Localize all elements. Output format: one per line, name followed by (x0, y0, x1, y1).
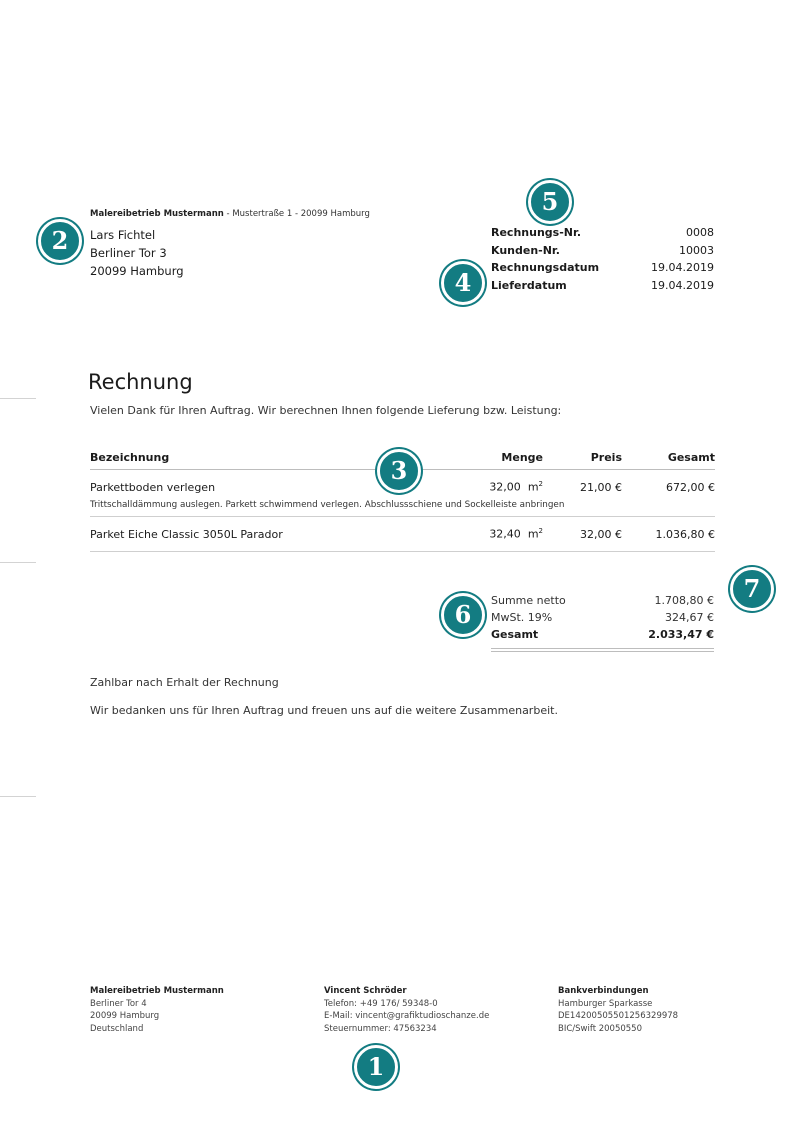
number-badge-4: 4 (441, 261, 485, 305)
totals-vat-label: MwSt. 19% (491, 611, 553, 624)
meta-row-customer-number (491, 242, 714, 260)
item-price: 21,00 € (580, 480, 622, 494)
payment-terms: Zahlbar nach Erhalt der Rechnung (90, 676, 279, 689)
item-total: 672,00 € (666, 480, 715, 494)
footer-line: Deutschland (90, 1023, 144, 1034)
meta-label: Rechnungsdatum (491, 261, 600, 274)
item-total: 1.036,80 € (655, 527, 715, 541)
header-price: Preis (590, 451, 622, 464)
header-quantity: Menge (501, 451, 543, 464)
sender-company: Malereibetrieb Mustermann (90, 209, 224, 219)
fold-mark-top (0, 398, 36, 399)
recipient-name: Lars Fichtel (90, 228, 156, 242)
number-badge-3: 3 (377, 449, 421, 493)
totals-vat (491, 609, 714, 626)
totals-double-rule (491, 648, 714, 652)
footer-line: Hamburger Sparkasse (558, 998, 653, 1009)
item-description: Parkettboden verlegen (90, 480, 216, 494)
header-total: Gesamt (667, 451, 715, 464)
footer-company-heading: Malereibetrieb Mustermann (90, 986, 224, 996)
footer-contact (324, 985, 489, 1035)
sender-address: - Mustertraße 1 - 20099 Hamburg (223, 209, 370, 219)
item-price: 32,00 € (580, 527, 622, 541)
meta-value: 0008 (686, 226, 714, 239)
table-row (90, 517, 715, 552)
item-note: Trittschalldämmung auslegen. Parkett schwimmend verlegen. Abschlussschiene und Sockelleiste anbringen (90, 494, 715, 517)
item-quantity: 32,40 $m^2$ (489, 527, 543, 541)
totals-gross-label: Gesamt (491, 628, 539, 641)
totals-gross (491, 626, 714, 643)
footer-line: DE14200505501256329978 (558, 1011, 679, 1021)
fold-mark-bottom (0, 796, 36, 797)
footer-line: Telefon: +49 176/ 59348-0 (324, 998, 438, 1009)
number-badge-5: 5 (528, 180, 572, 224)
number-badge-1: 1 (354, 1045, 398, 1089)
intro-text: Vielen Dank für Ihren Auftrag. Wir berechnen Ihnen folgende Lieferung bzw. Leistung: (90, 404, 562, 417)
meta-label: Lieferdatum (491, 278, 567, 292)
recipient-city: 20099 Hamburg (90, 264, 184, 278)
recipient-address (90, 226, 184, 280)
number-badge-2: 2 (38, 219, 82, 263)
meta-value: 10003 (679, 243, 714, 257)
footer-line: E-Mail: vincent@grafiktudioschanze.de (324, 1011, 490, 1021)
header-description: Bezeichnung (90, 451, 170, 464)
number-badge-7: 7 (730, 567, 774, 611)
totals-net-value: 1.708,80 € (654, 594, 714, 607)
item-description: Parket Eiche Classic 3050L Parador (90, 527, 283, 541)
invoice-meta (491, 224, 714, 294)
footer-bank-heading: Bankverbindungen (558, 986, 649, 996)
totals-net (491, 592, 714, 609)
recipient-street: Berliner Tor 3 (90, 246, 167, 260)
meta-value: 19.04.2019 (651, 261, 714, 274)
footer-contact-heading: Vincent Schröder (324, 986, 407, 996)
totals-gross-value: 2.033,47 € (648, 628, 714, 641)
item-quantity: 32,00 $m^2$ (489, 480, 543, 494)
meta-value: 19.04.2019 (651, 278, 714, 292)
totals-net-label: Summe netto (491, 594, 566, 607)
totals-vat-value: 324,67 € (665, 611, 714, 624)
sender-address-line (90, 209, 370, 219)
closing-thanks: Wir bedanken uns für Ihren Auftrag und freuen uns auf die weitere Zusammenarbeit. (90, 704, 558, 717)
footer-line: BIC/Swift 20050550 (558, 1023, 642, 1034)
document-title: Rechnung (88, 370, 193, 394)
fold-mark-middle (0, 562, 36, 563)
meta-label: Kunden-Nr. (491, 243, 560, 257)
footer-bank (558, 985, 678, 1035)
meta-label: Rechnungs-Nr. (491, 226, 582, 239)
footer-line: Steuernummer: 47563234 (324, 1023, 437, 1034)
meta-row-delivery-date (491, 277, 714, 295)
totals-block (491, 592, 714, 652)
number-badge-6: 6 (441, 593, 485, 637)
footer-line: Berliner Tor 4 (90, 998, 147, 1009)
footer-line: 20099 Hamburg (90, 1011, 160, 1021)
meta-row-invoice-number (491, 224, 714, 242)
meta-row-invoice-date (491, 259, 714, 277)
footer-company (90, 985, 224, 1035)
